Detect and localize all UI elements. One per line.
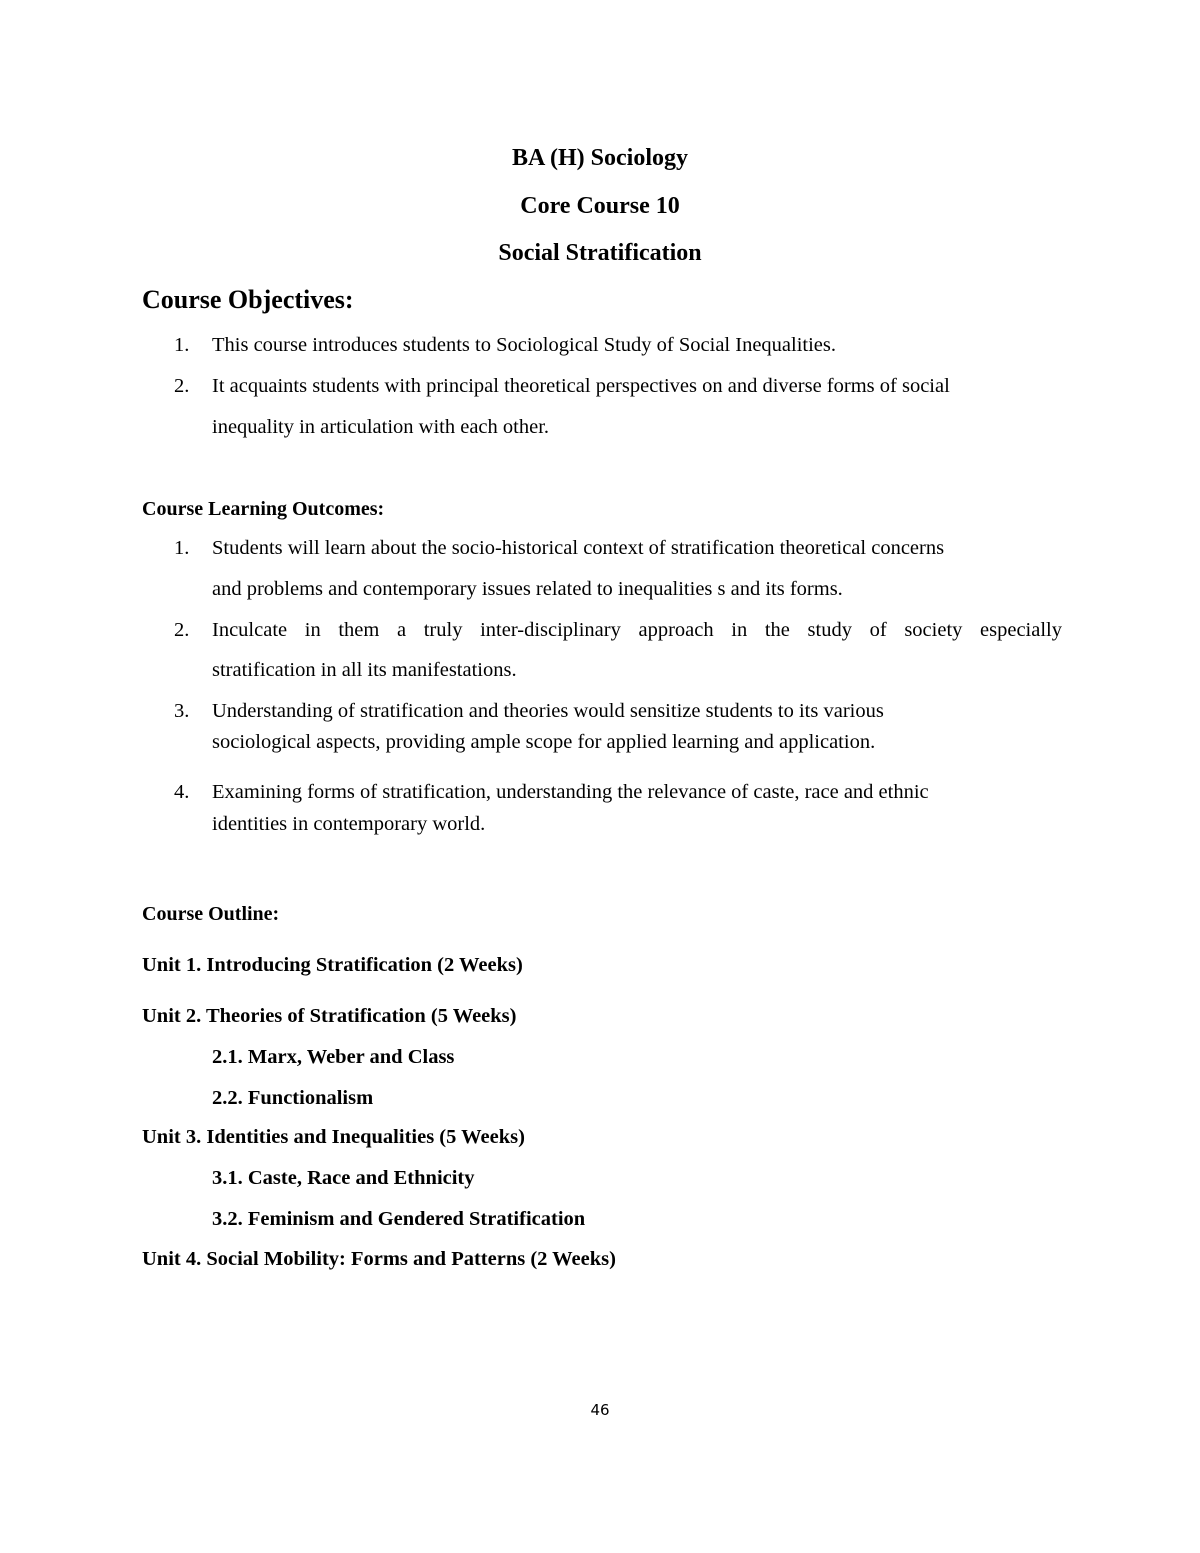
unit-4: Unit 4. Social Mobility: Forms and Patterns (2 Weeks) xyxy=(142,1248,616,1270)
objective-line: This course introduces students to Sociological Study of Social Inequalities. xyxy=(212,334,837,356)
unit-2-1: 2.1. Marx, Weber and Class xyxy=(212,1046,455,1068)
list-number: 1. xyxy=(174,537,190,559)
outcome-line: and problems and contemporary issues related to inequalities s and its forms. xyxy=(212,578,843,600)
unit-3-2: 3.2. Feminism and Gendered Stratification xyxy=(212,1208,586,1230)
objective-line: It acquaints students with principal theoretical perspectives on and diverse forms of social xyxy=(212,375,950,397)
course-number: Core Course 10 xyxy=(520,193,680,219)
course-title: Social Stratification xyxy=(498,240,702,266)
unit-1: Unit 1. Introducing Stratification (2 Weeks) xyxy=(142,954,523,976)
unit-3: Unit 3. Identities and Inequalities (5 Weeks) xyxy=(142,1126,525,1148)
outline-heading: Course Outline: xyxy=(142,903,280,925)
outcome-line: Students will learn about the socio-historical context of stratification theoretical concerns xyxy=(212,537,945,559)
page-number: 46 xyxy=(590,1401,610,1419)
list-number: 3. xyxy=(174,700,190,722)
outcome-line: identities in contemporary world. xyxy=(212,813,486,835)
list-number: 1. xyxy=(174,334,190,356)
unit-2: Unit 2. Theories of Stratification (5 Weeks) xyxy=(142,1005,517,1027)
outcome-line: sociological aspects, providing ample scope for applied learning and application. xyxy=(212,731,876,753)
unit-2-2: 2.2. Functionalism xyxy=(212,1087,374,1109)
objectives-heading: Course Objectives: xyxy=(142,285,354,314)
list-number: 2. xyxy=(174,375,190,397)
outcome-line: Inculcate in them a truly inter-disciplinary approach in the study of society especially xyxy=(212,619,1062,641)
unit-3-1: 3.1. Caste, Race and Ethnicity xyxy=(212,1167,475,1189)
outcome-line: Examining forms of stratification, understanding the relevance of caste, race and ethnic xyxy=(212,781,929,803)
outcome-line: stratification in all its manifestations. xyxy=(212,659,517,681)
list-number: 2. xyxy=(174,619,190,641)
program-title: BA (H) Sociology xyxy=(511,145,688,171)
objective-line: inequality in articulation with each other. xyxy=(212,416,550,438)
list-number: 4. xyxy=(174,781,190,803)
outcome-line: Understanding of stratification and theories would sensitize students to its various xyxy=(212,700,884,722)
outcomes-heading: Course Learning Outcomes: xyxy=(142,498,385,520)
